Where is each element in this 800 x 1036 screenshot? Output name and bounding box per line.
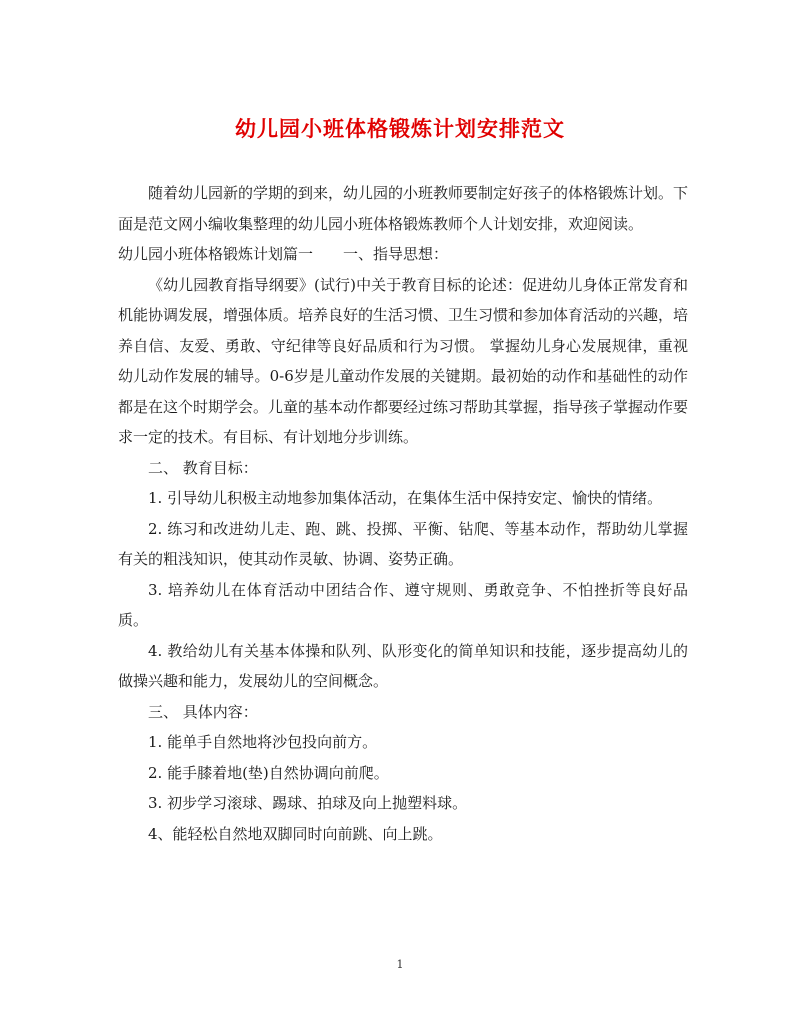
- content-item-2: 2. 能手膝着地(垫)自然协调向前爬。: [148, 763, 389, 782]
- intro-paragraph: 随着幼儿园新的学期的到来，幼儿园的小班教师要制定好孩子的体格锻炼计划。下面是范文网小编收集整理的幼儿园小班体格锻炼教师个人计划安排，欢迎阅读。: [118, 184, 689, 233]
- goal-item-1: 1. 引导幼儿积极主动地参加集体活动，在集体生活中保持安定、愉快的情绪。: [148, 489, 663, 507]
- guiding-thought-paragraph: 《幼儿园教育指导纲要》(试行)中关于教育目标的论述：促进幼儿身体正常发育和机能协调发展，增强体质。培养良好的生活习惯、卫生习惯和参加体育活动的兴趣，培养自信、友爱、勇敢、守纪律等良好品质和行为习惯。 掌握幼儿身心发展规律，重视幼儿动作发展的辅导。0-6岁是儿童动作发展的关键期。最初始的动作和基础性的动作都是在这个时期学会。儿童的基本动作都要经过练习帮助其掌握，指导孩子掌握动作要求一定的技术。有目标、有计划地分步训练。: [118, 275, 689, 446]
- goal-item-4: 4. 教给幼儿有关基本体操和队列、队形变化的简单知识和技能，逐步提高幼儿的做操兴趣和能力，发展幼儿的空间概念。: [118, 641, 688, 690]
- section-heading-specific-content: 三、 具体内容：: [148, 702, 258, 721]
- section-heading-education-goals: 二、 教育目标：: [148, 458, 258, 477]
- section-heading-guiding-thought: 幼儿园小班体格锻炼计划篇一 一、指导思想：: [118, 245, 449, 263]
- goal-item-3: 3. 培养幼儿在体育活动中团结合作、遵守规则、勇敢竞争、不怕挫折等良好品质。: [118, 580, 688, 629]
- page-number: 1: [396, 958, 404, 971]
- content-item-1: 1. 能单手自然地将沙包投向前方。: [148, 733, 378, 751]
- content-item-4: 4、能轻松自然地双脚同时向前跳、向上跳。: [148, 824, 443, 843]
- document-body: [118, 178, 688, 849]
- content-item-3: 3. 初步学习滚球、踢球、拍球及向上抛塑料球。: [148, 794, 468, 812]
- document-title: 幼儿园小班体格锻炼计划安排范文: [235, 116, 565, 141]
- goal-item-2: 2. 练习和改进幼儿走、跑、跳、投掷、平衡、钻爬、等基本动作，帮助幼儿掌握有关的粗浅知识，使其动作灵敏、协调、姿势正确。: [118, 519, 688, 568]
